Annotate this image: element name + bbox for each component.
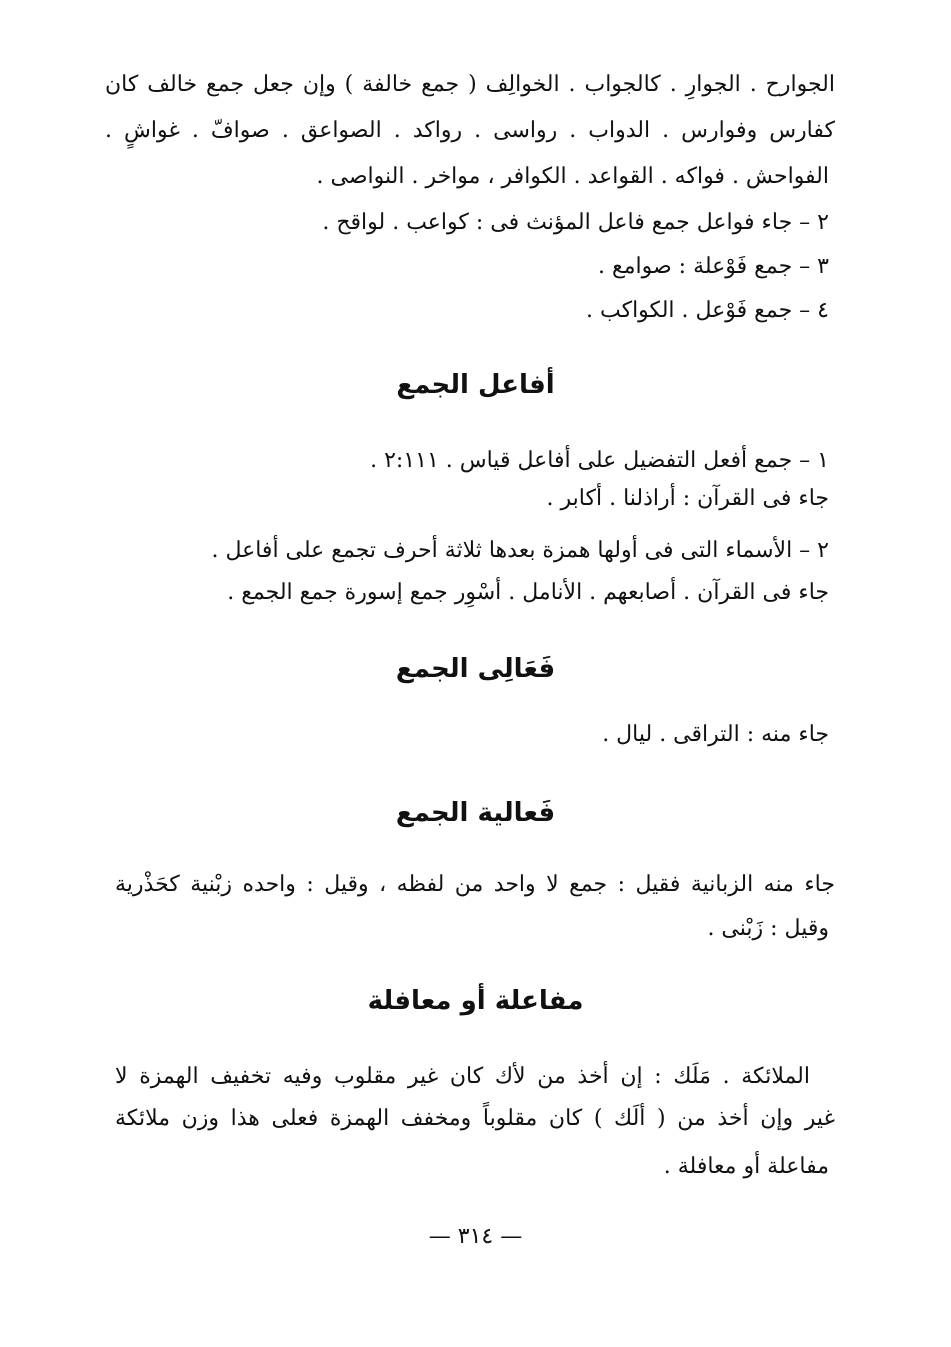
intro-line-6: ٤ – جمع فَوْعل . الكواكب . bbox=[586, 298, 829, 323]
faaliya-line-2: وقيل : زَبْنى . bbox=[707, 916, 829, 941]
section-heading-faaliya: فَعالية الجمع bbox=[395, 798, 556, 828]
intro-line-5: ٣ – جمع فَوْعلة : صوامع . bbox=[598, 254, 829, 279]
faaliya-line-1: جاء منه الزبانية فقيل : جمع لا واحد من لفظه ، وقيل : واحده زبْنية كحَذْرية bbox=[115, 872, 835, 897]
intro-line-4: ٢ – جاء فواعل جمع فاعل المؤنث فى : كواعب . لواقح . bbox=[322, 210, 829, 235]
mufaala-line-2: غير وإن أخذ من ( ألَك ) كان مقلوباً ومخفف الهمزة فعلى هذا وزن ملائكة bbox=[115, 1106, 835, 1131]
section-heading-faali: فَعَالِى الجمع bbox=[395, 654, 556, 684]
section-heading-afaal: أفاعل الجمع bbox=[396, 370, 555, 400]
intro-line-2: كفارس وفوارس . الدواب . رواسى . رواكد . الصواعق . صوافّ . غواشٍ . bbox=[105, 118, 835, 143]
mufaala-line-1: الملائكة . مَلَك : إن أخذ من لأك كان غير مقلوب وفيه تخفيف الهمزة لا bbox=[115, 1064, 810, 1089]
section-heading-mufaala: مفاعلة أو معافلة bbox=[367, 986, 584, 1016]
mufaala-line-3: مفاعلة أو معافلة . bbox=[663, 1154, 829, 1179]
afaal-line-1: ١ – جمع أفعل التفضيل على أفاعل قياس . ٢:١١١ . bbox=[370, 448, 829, 473]
afaal-line-3: ٢ – الأسماء التى فى أولها همزة بعدها ثلاثة أحرف تجمع على أفاعل . bbox=[211, 538, 829, 563]
intro-line-1: الجوارح . الجوارِ . كالجواب . الخوالِف ( جمع خالفة ) وإن جعل جمع خالف كان bbox=[105, 72, 835, 97]
page-number: — ٣١٤ — bbox=[428, 1224, 523, 1249]
intro-line-3: الفواحش . فواكه . القواعد . الكوافر ، مواخر . النواصى . bbox=[316, 164, 829, 189]
afaal-line-2: جاء فى القرآن : أراذلنا . أكابر . bbox=[546, 486, 829, 511]
afaal-line-4: جاء فى القرآن . أصابعهم . الأنامل . أسْوِر جمع إسورة جمع الجمع . bbox=[227, 580, 829, 605]
faali-line-1: جاء منه : التراقى . ليال . bbox=[602, 722, 829, 747]
